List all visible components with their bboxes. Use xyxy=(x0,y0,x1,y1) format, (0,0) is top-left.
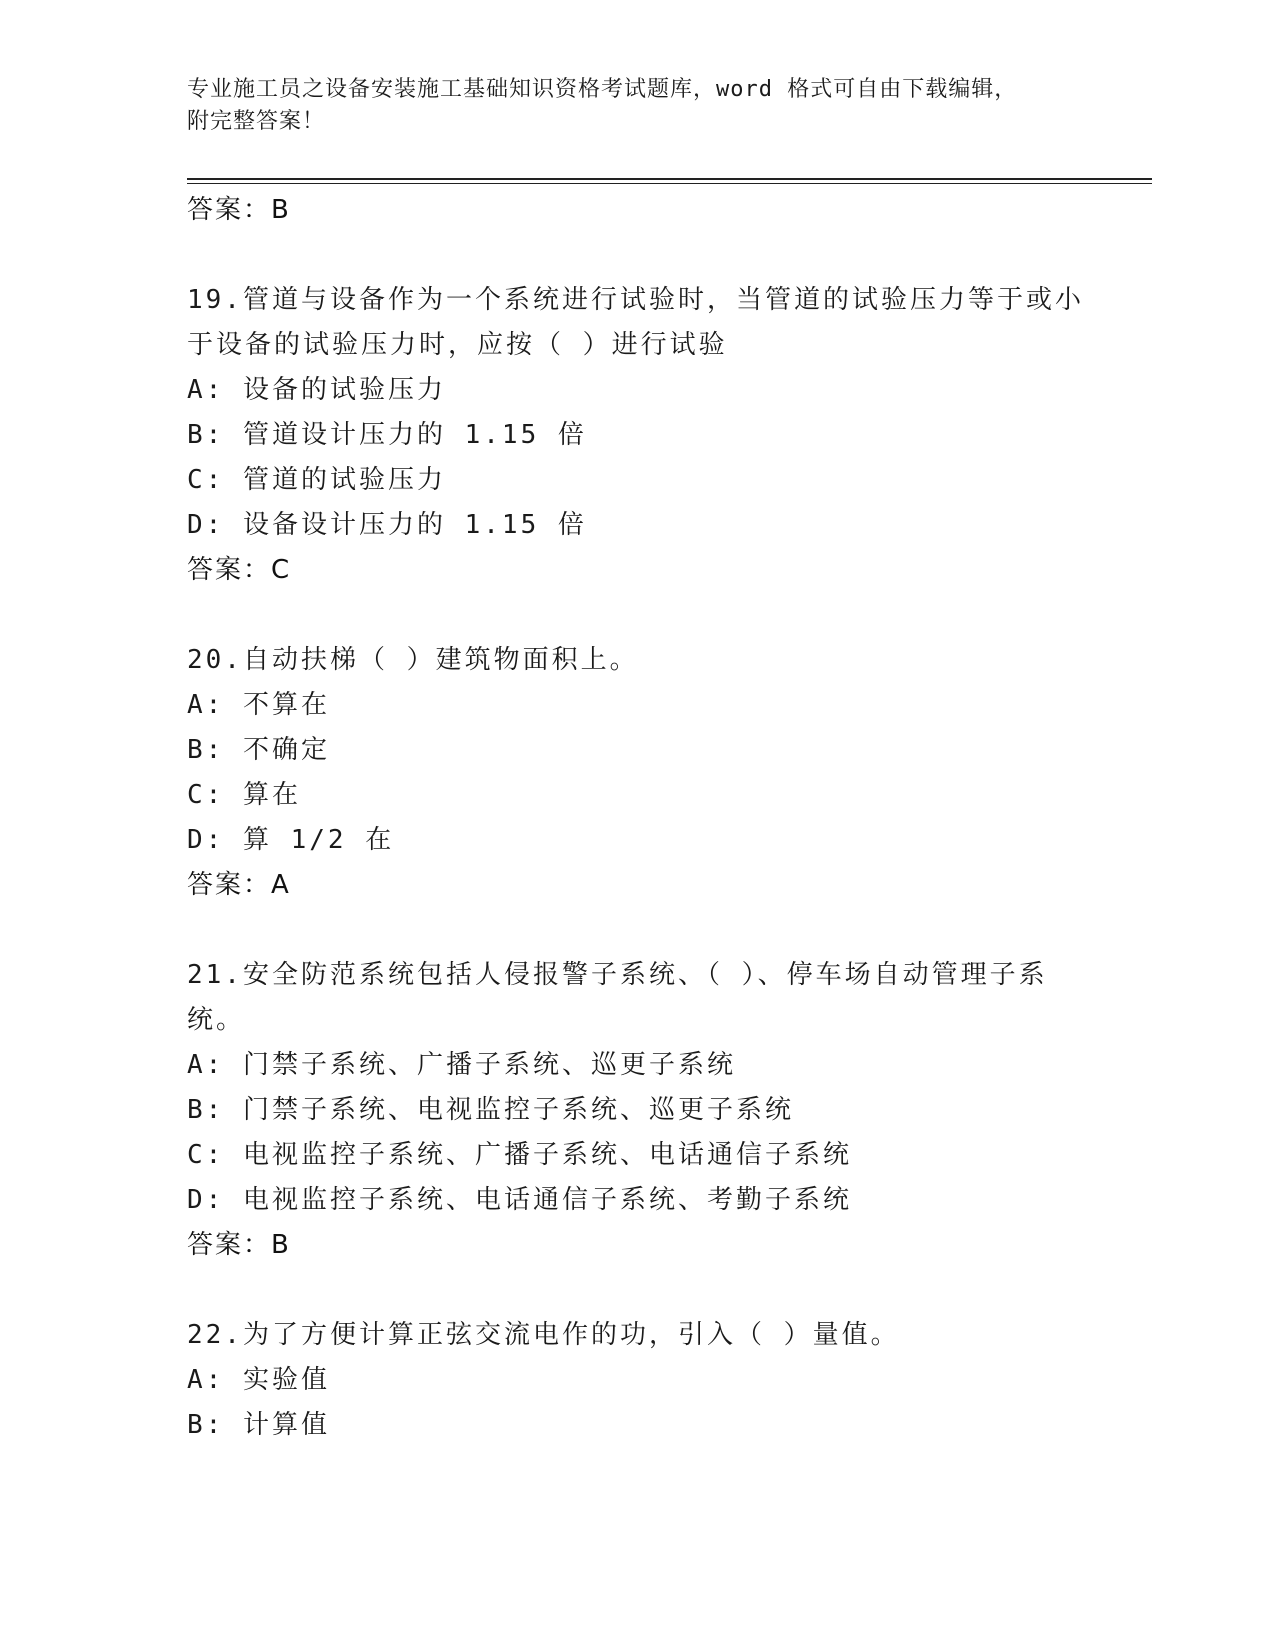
answer-line: 答案：A xyxy=(187,870,291,900)
question-stem: 19.管道与设备作为一个系统进行试验时，当管道的试验压力等于或小 xyxy=(187,285,1084,315)
option-c: C: 算在 xyxy=(187,780,301,810)
question-22 xyxy=(187,1313,1087,1448)
option-d: D: 设备设计压力的 1.15 倍 xyxy=(187,510,587,540)
answer-line: 答案：C xyxy=(187,555,292,585)
question-stem: 20.自动扶梯（ ）建筑物面积上。 xyxy=(187,645,639,675)
question-stem: 21.安全防范系统包括人侵报警子系统、（ ）、停车场自动管理子系 xyxy=(187,960,1048,990)
answer-line: 答案：B xyxy=(187,195,291,225)
option-b: B: 不确定 xyxy=(187,735,330,765)
spacer xyxy=(187,233,1087,278)
option-c: C: 管道的试验压力 xyxy=(187,465,446,495)
header-line-2: 附完整答案！ xyxy=(187,109,326,134)
question-stem: 于设备的试验压力时，应按（ ）进行试验 xyxy=(187,330,728,360)
option-b: B: 门禁子系统、电视监控子系统、巡更子系统 xyxy=(187,1095,794,1125)
spacer xyxy=(187,1268,1087,1313)
document-header xyxy=(187,74,1067,138)
option-a: A: 不算在 xyxy=(187,690,330,720)
option-a: A: 实验值 xyxy=(187,1365,330,1395)
answer-line: 答案：B xyxy=(187,1230,291,1260)
question-stem: 22.为了方便计算正弦交流电作的功，引入（ ）量值。 xyxy=(187,1320,900,1350)
header-line-1: 专业施工员之设备安装施工基础知识资格考试题库，word 格式可自由下载编辑， xyxy=(187,77,1018,102)
option-c: C: 电视监控子系统、广播子系统、电话通信子系统 xyxy=(187,1140,852,1170)
question-20 xyxy=(187,638,1087,908)
question-19 xyxy=(187,278,1087,593)
option-b: B: 管道设计压力的 1.15 倍 xyxy=(187,420,587,450)
spacer xyxy=(187,593,1087,638)
header-divider xyxy=(187,178,1152,184)
option-b: B: 计算值 xyxy=(187,1410,330,1440)
spacer xyxy=(187,908,1087,953)
option-d: D: 算 1/2 在 xyxy=(187,825,395,855)
option-a: A: 门禁子系统、广播子系统、巡更子系统 xyxy=(187,1050,736,1080)
question-21 xyxy=(187,953,1087,1268)
question-list xyxy=(187,188,1087,1448)
option-a: A: 设备的试验压力 xyxy=(187,375,446,405)
option-d: D: 电视监控子系统、电话通信子系统、考勤子系统 xyxy=(187,1185,852,1215)
question-stem: 统。 xyxy=(187,1005,246,1035)
